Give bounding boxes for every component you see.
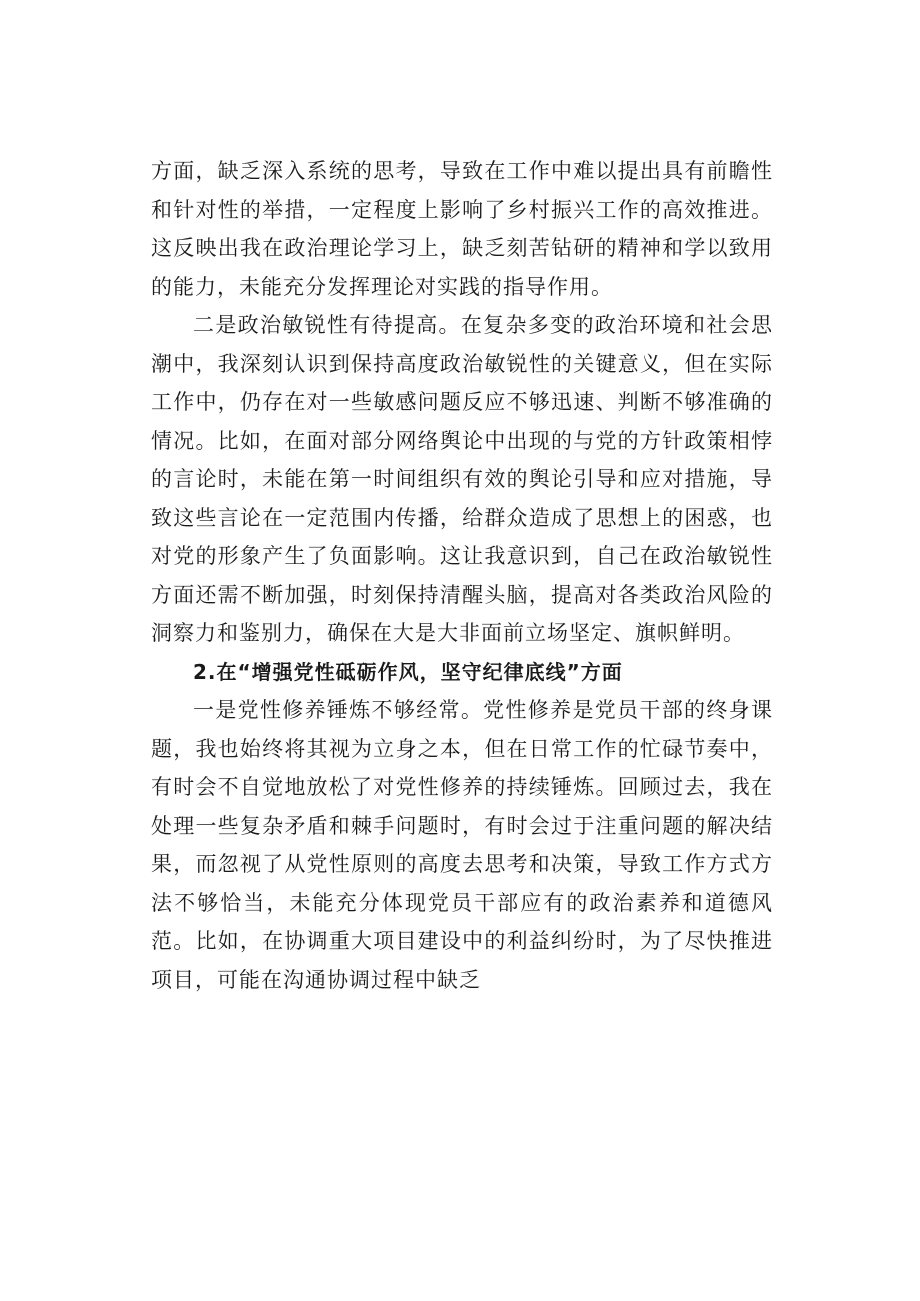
section-heading: 2.在“增强党性砥砺作风，坚守纪律底线”方面 — [193, 659, 623, 684]
paragraph-political-sensitivity: 二是政治敏锐性有待提高。在复杂多变的政治环境和社会思潮中，我深刻认识到保持高度政治敏锐性的关键意义，但在实际工作中，仍存在对一些敏感问题反应不够迅速、判断不够准确的情况。比如，在面对部分网络舆论中出现的与党的方针政策相悖的言论时，未能在第一时间组织有效的舆论引导和应对措施，导致这些言论在一定范围内传播，给群众造成了思想上的困惑，也对党的形象产生了负面影响。这让我意识到，自己在政治敏锐性方面还需不断加强，时刻保持清醒头脑，提高对各类政治风险的洞察力和鉴别力，确保在大是大非面前立场坚定、旗帜鲜明。 — [151, 313, 773, 645]
paragraph-party-cultivation: 一是党性修养锤炼不够经常。党性修养是党员干部的终身课题，我也始终将其视为立身之本，但在日常工作的忙碌节奏中，有时会不自觉地放松了对党性修养的持续锤炼。回顾过去，我在处理一些复杂矛盾和棘手问题时，有时会过于注重问题的解决结果，而忽视了从党性原则的高度去思考和决策，导致工作方式方法不够恰当，未能充分体现党员干部应有的政治素养和道德风范。比如，在协调重大项目建设中的利益纠纷时，为了尽快推进项目，可能在沟通协调过程中缺乏 — [151, 698, 773, 992]
document-body — [151, 152, 773, 999]
paragraph-continuation: 方面，缺乏深入系统的思考，导致在工作中难以提出具有前瞻性和针对性的举措，一定程度上影响了乡村振兴工作的高效推进。这反映出我在政治理论学习上，缺乏刻苦钻研的精神和学以致用的能力，未能充分发挥理论对实践的指导作用。 — [151, 159, 773, 299]
